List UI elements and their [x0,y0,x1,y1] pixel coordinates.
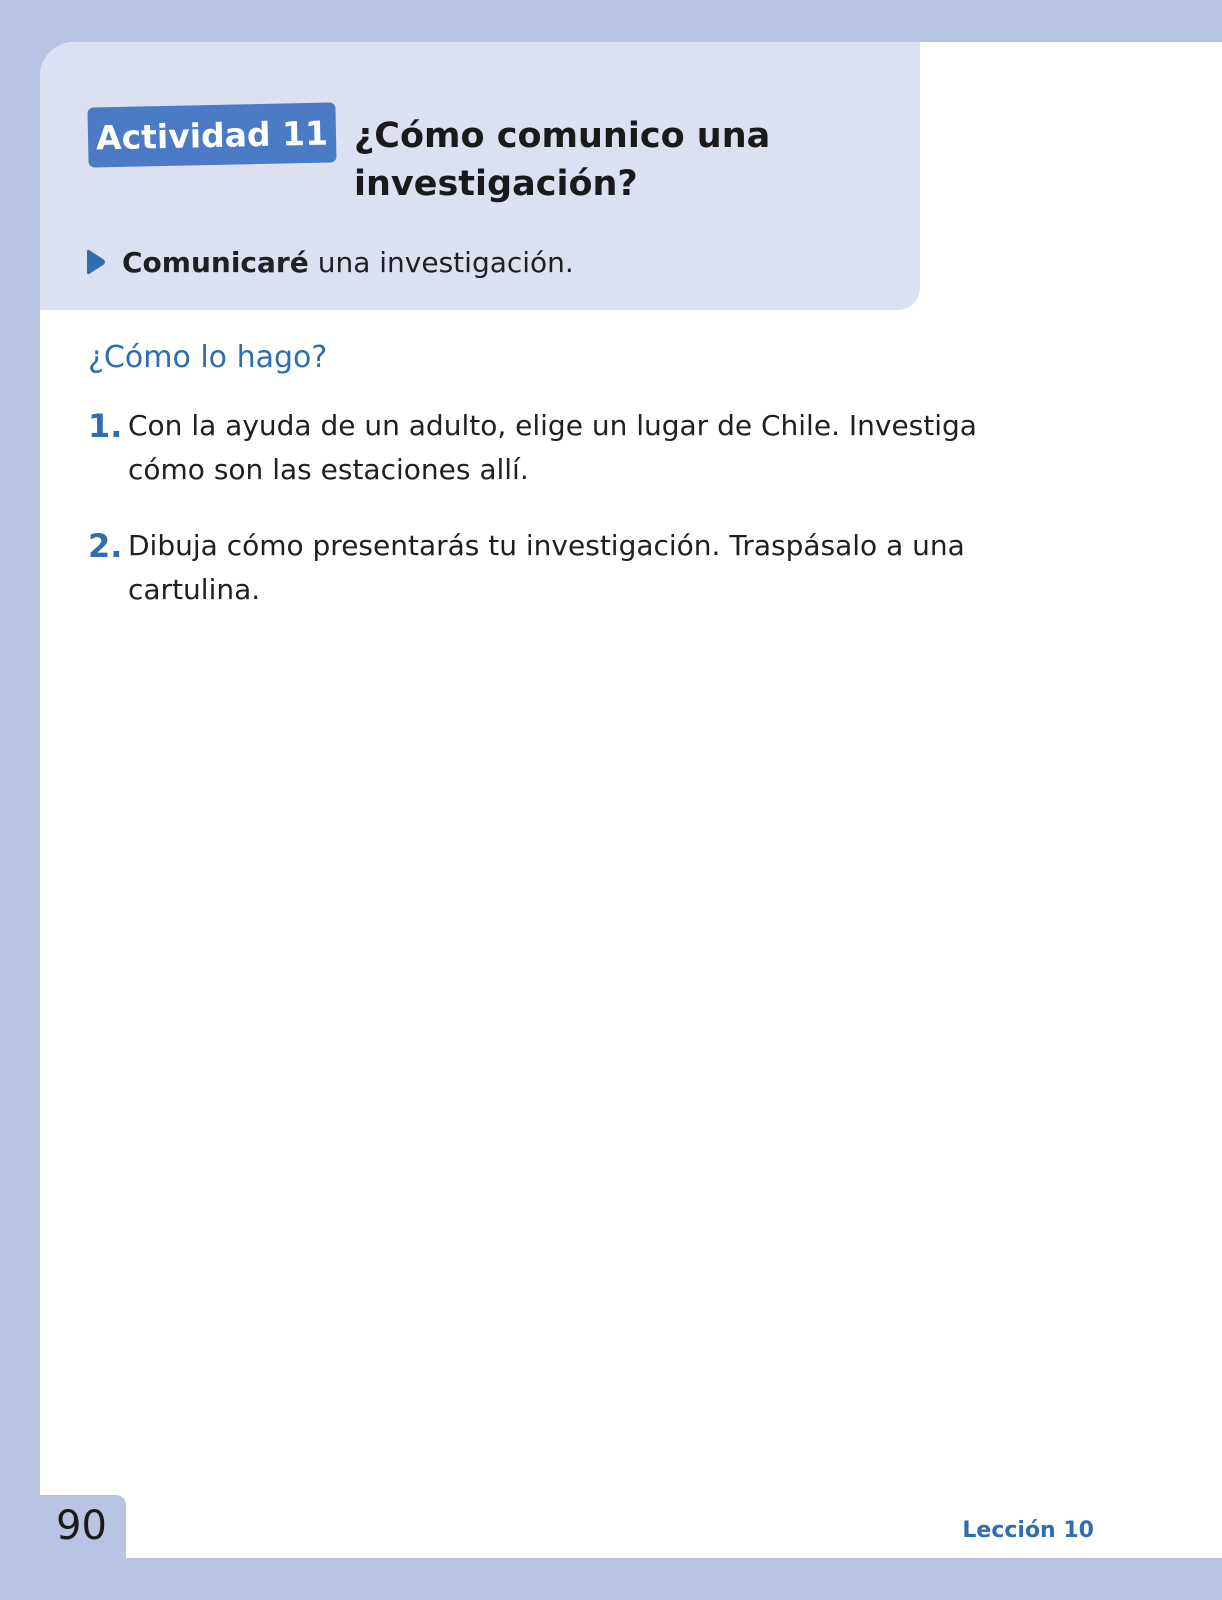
objective-line [86,242,574,282]
step-text: Dibuja cómo presentarás tu investigación. Traspásalo a una cartulina. [128,529,965,606]
steps-list [88,404,1048,644]
list-item [88,524,1048,612]
activity-badge: Actividad 11 [87,102,336,167]
play-arrow-icon [86,247,108,277]
activity-title: ¿Cómo comunico una investigación? [354,116,771,204]
step-text: Con la ayuda de un adulto, elige un lugar de Chile. Investiga cómo son las estaciones allí. [128,409,977,486]
objective-verb: Comunicaré [122,245,309,279]
page-number: 90 [56,1503,107,1549]
bottom-frame [0,1558,1222,1600]
step-number: 1. [88,407,123,445]
objective-text: una investigación. [317,245,574,279]
list-item [88,404,1048,492]
lesson-label: Lección 10 [962,1518,1094,1543]
section-heading: ¿Cómo lo hago? [88,340,328,375]
step-number: 2. [88,527,123,565]
